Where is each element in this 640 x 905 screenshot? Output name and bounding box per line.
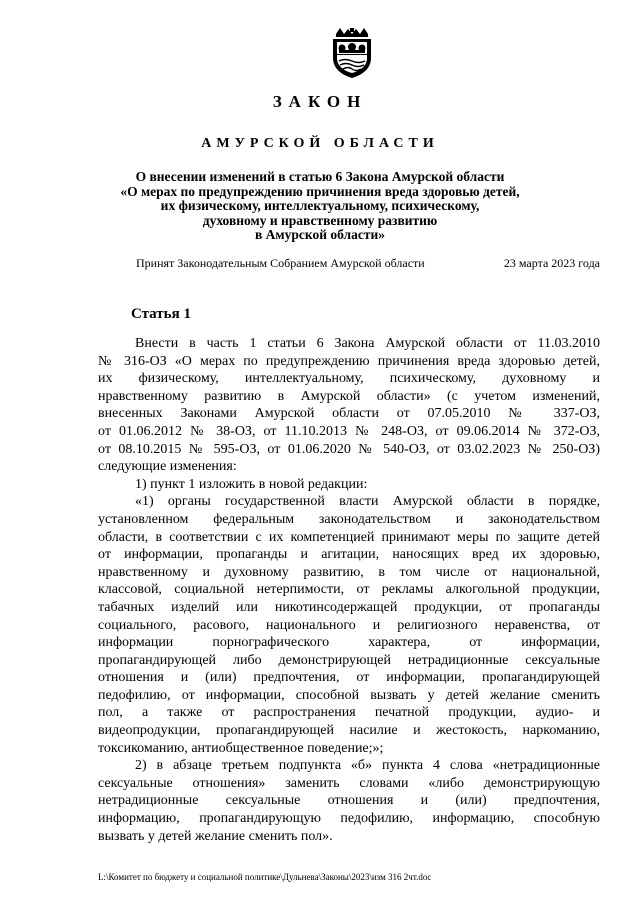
subject-line: О внесении изменений в статью 6 Закона Амурской области — [135, 169, 505, 184]
paragraph-line: от 08.10.2015 № 595-ОЗ, от 01.06.2020 № 540-ОЗ, от 03.02.2023 № 250-ОЗ) — [98, 441, 600, 457]
paragraph-line: токсикоманию, антиобщественное поведение;»; — [98, 740, 384, 756]
paragraph-line: 1) пункт 1 изложить в новой редакции: — [135, 476, 368, 492]
subject-line: в Амурской области» — [254, 227, 385, 242]
paragraph-line: классовой, социальной нетерпимости, от рекламы алкогольной продукции, — [98, 582, 600, 598]
paragraph-line: от информации, пропаганды и агитации, наносящих вред их здоровью, — [98, 547, 600, 563]
paragraph-line: нравственному и духовному развитию, в том числе от национальной, — [98, 564, 600, 580]
law-title: ЗАКОН — [272, 92, 368, 111]
paragraph-line: 2) в абзаце третьем подпункта «б» пункта 4 слова «нетрадиционные — [135, 758, 600, 774]
amur-oblast-coat-of-arms-icon — [330, 28, 374, 78]
paragraph-line: от 01.06.2012 № 38-ОЗ, от 11.10.2013 № 248-ОЗ, от 09.06.2014 № 372-ОЗ, — [98, 423, 600, 439]
paragraph-line: № 316-ОЗ «О мерах по предупреждению причинения вреда здоровью детей, — [98, 353, 600, 369]
paragraph-line: установленном федеральным законодательством и законодательством — [98, 511, 600, 527]
paragraph-line: «1) органы государственной власти Амурской области в порядке, — [135, 494, 600, 510]
file-path-footer: L:\Комитет по бюджету и социальной политике\Дульнева\Законы\2023\изм 316 2чт.doc — [98, 872, 432, 882]
article-heading: Статья 1 — [131, 306, 191, 322]
article-body — [98, 335, 600, 845]
law-subject — [0, 170, 640, 243]
adoption-date: 23 марта 2023 года — [503, 256, 600, 270]
adopted-by: Принят Законодательным Собранием Амурской области — [136, 256, 425, 270]
paragraph-line: нравственному развитию в Амурской области» (с учетом изменений, — [98, 388, 600, 404]
region-title: АМУРСКОЙ ОБЛАСТИ — [201, 136, 439, 151]
paragraph-line: отношения и (или) предпочтения, от информации, пропагандирующей — [98, 670, 600, 686]
paragraph-line: сексуальные отношения» заменить словами «либо демонстрирующую — [98, 775, 600, 791]
paragraph-line: вызвать у детей желание сменить пол». — [98, 828, 333, 844]
paragraph-line: их физическому, интеллектуальному, психическому, духовному и — [98, 371, 600, 387]
paragraph-line: табачных изделий или никотинсодержащей продукции, от пропаганды — [98, 599, 600, 615]
paragraph-line: внесенных Законами Амурской области от 07.05.2010 № 337-ОЗ, — [98, 406, 600, 422]
paragraph-line: следующие изменения: — [98, 459, 237, 475]
paragraph-line: педофилию, от информации, способной вызвать у детей желание сменить — [98, 687, 600, 703]
paragraph-line: информацию, пропагандирующую педофилию, информацию, способную — [98, 811, 600, 827]
paragraph-line: социального, расового, национального и религиозного неравенства, от — [98, 617, 600, 633]
paragraph-line: видеопродукции, пропагандирующей насилие и жестокость, наркоманию, — [98, 723, 600, 739]
paragraph-line: пропагандирующей либо демонстрирующей нетрадиционные сексуальные — [98, 652, 600, 668]
paragraph-line: области, в соответствии с их компетенцией принимают меры по защите детей — [98, 529, 600, 545]
paragraph-line: информации порнографического характера, от информации, — [98, 635, 600, 651]
paragraph-line: Внести в часть 1 статьи 6 Закона Амурской области от 11.03.2010 — [135, 336, 600, 351]
paragraph-line: нетрадиционные сексуальные отношения и (или) предпочтения, — [98, 793, 600, 809]
subject-line: «О мерах по предупреждению причинения вреда здоровью детей, — [120, 183, 520, 199]
paragraph-line: пол, а также от распространения печатной продукции, аудио- и — [98, 705, 600, 721]
subject-line: их физическому, интеллектуальному, психическому, — [160, 198, 480, 213]
subject-line: духовному и нравственному развитию — [202, 212, 438, 228]
